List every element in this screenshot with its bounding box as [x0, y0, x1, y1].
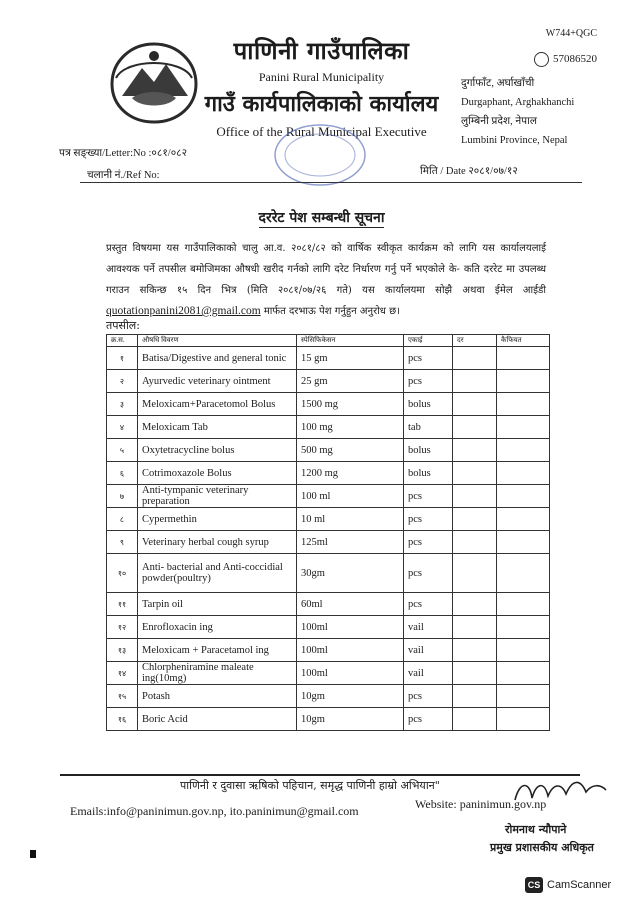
- table-row: [107, 616, 550, 639]
- remarks-cell[interactable]: [497, 485, 550, 508]
- rate-cell[interactable]: [453, 393, 497, 416]
- unit-cell: pcs: [404, 347, 453, 370]
- remarks-cell[interactable]: [497, 416, 550, 439]
- rate-cell[interactable]: [453, 416, 497, 439]
- specification-cell: 125ml: [297, 531, 404, 554]
- remarks-cell[interactable]: [497, 531, 550, 554]
- unit-cell: pcs: [404, 685, 453, 708]
- footer-website[interactable]: Website: paninimun.gov.np: [415, 797, 547, 811]
- rate-cell[interactable]: [453, 485, 497, 508]
- description-cell: Potash: [138, 685, 297, 708]
- address-line: Durgaphant, Arghakhanchi: [461, 97, 575, 108]
- table-row: [107, 485, 550, 508]
- address-line: दुर्गाफाँट, अर्घाखाँची: [461, 78, 535, 89]
- remarks-cell[interactable]: [497, 685, 550, 708]
- office-title-nepali: गाउँ कार्यपालिकाको कार्यालय: [204, 91, 439, 117]
- reference-number: चलानी नं./Ref No:: [87, 170, 160, 181]
- office-seal-icon: [270, 120, 370, 190]
- remarks-cell[interactable]: [497, 462, 550, 485]
- description-cell: Anti- bacterial and Anti-coccidial powder(poultry): [138, 554, 297, 593]
- serial-cell: ५: [107, 439, 138, 462]
- remarks-cell[interactable]: [497, 554, 550, 593]
- table-row: [107, 531, 550, 554]
- rate-cell[interactable]: [453, 347, 497, 370]
- description-cell: Oxytetracycline bolus: [138, 439, 297, 462]
- unit-cell: vail: [404, 662, 453, 685]
- specification-cell: 10gm: [297, 685, 404, 708]
- description-cell: Ayurvedic veterinary ointment: [138, 370, 297, 393]
- camscanner-watermark: [525, 877, 611, 893]
- details-label: तपसील:: [106, 319, 140, 332]
- scan-mark: [30, 850, 36, 858]
- specification-cell: 10 ml: [297, 508, 404, 531]
- office-title-english: Office of the Rural Municipal Executive: [216, 124, 427, 139]
- remarks-cell[interactable]: [497, 347, 550, 370]
- header-divider: [80, 182, 582, 183]
- serial-cell: १३: [107, 639, 138, 662]
- unit-cell: bolus: [404, 439, 453, 462]
- medicine-table: [106, 334, 550, 731]
- municipality-title-nepali: पाणिनी गाउँपालिका: [233, 36, 410, 65]
- serial-cell: १२: [107, 616, 138, 639]
- table-row: [107, 554, 550, 593]
- serial-cell: ११: [107, 593, 138, 616]
- table-row: [107, 416, 550, 439]
- footer-emails[interactable]: Emails:info@paninimun.gov.np, ito.paninimun@gmail.com: [70, 804, 359, 818]
- unit-cell: pcs: [404, 708, 453, 731]
- rate-cell[interactable]: [453, 370, 497, 393]
- rate-cell[interactable]: [453, 639, 497, 662]
- unit-cell: pcs: [404, 554, 453, 593]
- rate-cell[interactable]: [453, 616, 497, 639]
- remarks-cell[interactable]: [497, 393, 550, 416]
- specification-cell: 30gm: [297, 554, 404, 593]
- notice-body: [106, 238, 546, 322]
- signatory-title: प्रमुख प्रशासकीय अधिकृत: [490, 841, 594, 854]
- rate-cell[interactable]: [453, 439, 497, 462]
- description-cell: Meloxicam + Paracetamol ing: [138, 639, 297, 662]
- quotation-email-link[interactable]: quotationpanini2081@gmail.com: [106, 305, 261, 317]
- description-cell: Batisa/Digestive and general tonic: [138, 347, 297, 370]
- camscanner-logo-icon: CS: [525, 877, 543, 893]
- serial-cell: १०: [107, 554, 138, 593]
- unit-cell: vail: [404, 639, 453, 662]
- specification-cell: 100ml: [297, 662, 404, 685]
- document-date: मिति / Date २०८१/०७/१२: [420, 166, 518, 177]
- notice-subject-text: दररेट पेश सम्बन्धी सूचना: [258, 210, 385, 226]
- serial-cell: १४: [107, 662, 138, 685]
- rate-cell[interactable]: [453, 685, 497, 708]
- remarks-cell[interactable]: [497, 616, 550, 639]
- rate-cell[interactable]: [453, 508, 497, 531]
- unit-cell: pcs: [404, 370, 453, 393]
- table-header-row: [107, 335, 550, 347]
- serial-cell: १: [107, 347, 138, 370]
- description-cell: Meloxicam Tab: [138, 416, 297, 439]
- serial-cell: २: [107, 370, 138, 393]
- header-serial: क्र.स.: [107, 335, 138, 347]
- specification-cell: 100 ml: [297, 485, 404, 508]
- table-row: [107, 462, 550, 485]
- description-cell: Chlorpheniramine maleate ing(10mg): [138, 662, 297, 685]
- rate-cell[interactable]: [453, 462, 497, 485]
- remarks-cell[interactable]: [497, 639, 550, 662]
- address-line: Lumbini Province, Nepal: [461, 135, 568, 146]
- serial-cell: १६: [107, 708, 138, 731]
- serial-cell: १५: [107, 685, 138, 708]
- rate-cell[interactable]: [453, 593, 497, 616]
- remarks-cell[interactable]: [497, 708, 550, 731]
- specification-cell: 10gm: [297, 708, 404, 731]
- unit-cell: pcs: [404, 508, 453, 531]
- serial-cell: ८: [107, 508, 138, 531]
- description-cell: Cypermethin: [138, 508, 297, 531]
- unit-cell: tab: [404, 416, 453, 439]
- serial-cell: ९: [107, 531, 138, 554]
- serial-cell: ६: [107, 462, 138, 485]
- notice-body-text: प्रस्तुत विषयमा यस गाउँपालिकाको चालु आ.व. २०८१/८२ को वार्षिक स्वीकृत कार्यक्रम को लागि यस कार्यालयलाई आवश्यक पर्ने तपसील बमोजिमका औषधी खरीद गर्नको लागि दरेट निर्धारण गर्नु पर्ने भएकोले के- कति दररेट मा उपलब्ध गराउन सकिन्छ १५ दिन भित्र (मिति २०८१/०७/२६ गते) यस कार्यालयमा सोझै अथवा ईमेल आईडी: [106, 243, 546, 296]
- specification-cell: 15 gm: [297, 347, 404, 370]
- letter-number: पत्र सङ्ख्या/Letter:No :०८१/०८२: [59, 148, 188, 159]
- table-row: [107, 508, 550, 531]
- rate-cell[interactable]: [453, 708, 497, 731]
- document-code: W744+QGC: [545, 28, 597, 39]
- notice-subject: [0, 208, 643, 227]
- remarks-cell[interactable]: [497, 593, 550, 616]
- footer-divider: [60, 774, 580, 776]
- remarks-cell[interactable]: [497, 662, 550, 685]
- table-row: [107, 347, 550, 370]
- specification-cell: 1200 mg: [297, 462, 404, 485]
- serial-cell: ३: [107, 393, 138, 416]
- header-description: औषधि विवरण: [138, 335, 297, 347]
- header-remarks: कैफियत: [497, 335, 550, 347]
- phone-value: 57086520: [553, 53, 597, 66]
- description-cell: Anti-tympanic veterinary preparation: [138, 485, 297, 508]
- rate-cell[interactable]: [453, 531, 497, 554]
- specification-cell: 100ml: [297, 616, 404, 639]
- remarks-cell[interactable]: [497, 370, 550, 393]
- serial-cell: ४: [107, 416, 138, 439]
- table-row: [107, 662, 550, 685]
- header-unit: एकाई: [404, 335, 453, 347]
- description-cell: Veterinary herbal cough syrup: [138, 531, 297, 554]
- description-cell: Cotrimoxazole Bolus: [138, 462, 297, 485]
- table-row: [107, 685, 550, 708]
- specification-cell: 100ml: [297, 639, 404, 662]
- specification-cell: 500 mg: [297, 439, 404, 462]
- description-cell: Tarpin oil: [138, 593, 297, 616]
- serial-cell: ७: [107, 485, 138, 508]
- unit-cell: pcs: [404, 531, 453, 554]
- table-row: [107, 439, 550, 462]
- unit-cell: pcs: [404, 485, 453, 508]
- notice-body-closing: मार्फत दरभाऊ पेश गर्नुहुन अनुरोध छ।: [263, 306, 400, 317]
- unit-cell: bolus: [404, 462, 453, 485]
- table-row: [107, 593, 550, 616]
- specification-cell: 60ml: [297, 593, 404, 616]
- table-row: [107, 639, 550, 662]
- remarks-cell[interactable]: [497, 439, 550, 462]
- municipality-title-english: Panini Rural Municipality: [258, 70, 385, 84]
- specification-cell: 100 mg: [297, 416, 404, 439]
- footer-slogan: पाणिनी र दुवासा ऋषिको पहिचान, समृद्ध पाणिनी हाम्रो अभियान": [180, 779, 440, 792]
- description-cell: Meloxicam+Paracetomol Bolus: [138, 393, 297, 416]
- rate-cell[interactable]: [453, 554, 497, 593]
- table-row: [107, 393, 550, 416]
- address-line: लुम्बिनी प्रदेश, नेपाल: [461, 116, 537, 127]
- unit-cell: bolus: [404, 393, 453, 416]
- description-cell: Boric Acid: [138, 708, 297, 731]
- signatory-name: रोमनाथ न्यौपाने: [505, 823, 567, 836]
- remarks-cell[interactable]: [497, 508, 550, 531]
- specification-cell: 1500 mg: [297, 393, 404, 416]
- unit-cell: vail: [404, 616, 453, 639]
- description-cell: Enrofloxacin ing: [138, 616, 297, 639]
- specification-cell: 25 gm: [297, 370, 404, 393]
- rate-cell[interactable]: [453, 662, 497, 685]
- header-rate: दर: [453, 335, 497, 347]
- signature-icon: [510, 770, 610, 810]
- unit-cell: pcs: [404, 593, 453, 616]
- table-row: [107, 708, 550, 731]
- camscanner-label: CamScanner: [547, 878, 612, 891]
- table-row: [107, 370, 550, 393]
- header-specification: स्पेसिफिकेसन: [297, 335, 404, 347]
- address-block: [461, 74, 574, 150]
